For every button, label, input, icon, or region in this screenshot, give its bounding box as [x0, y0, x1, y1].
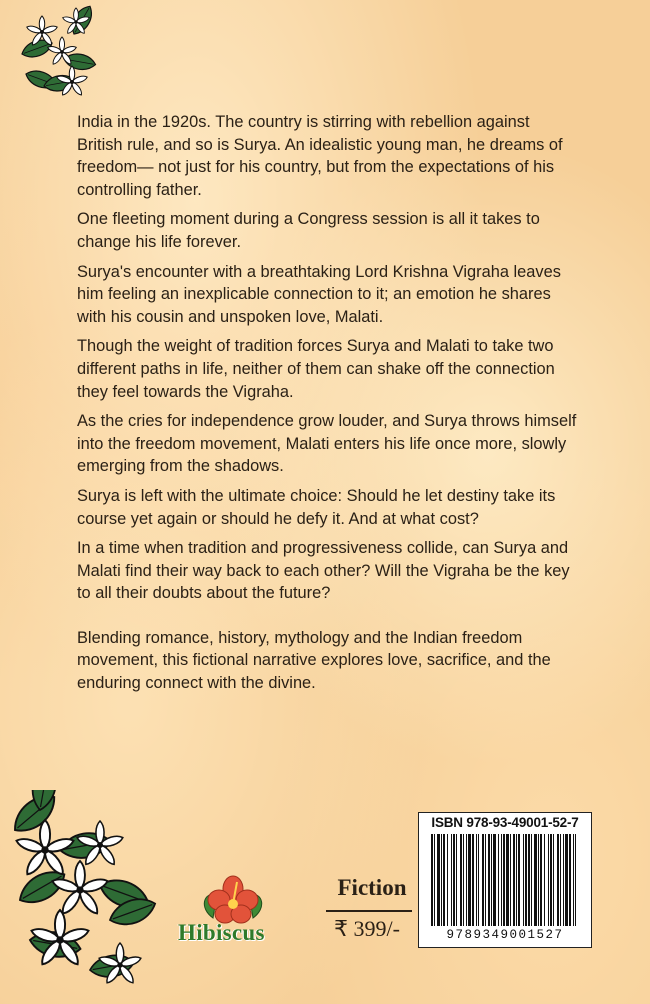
blurb-paragraph: Though the weight of tradition forces Surya and Malati to take two different paths in life, neither of them can shake off the connection they feel towards the Vigraha.: [77, 337, 555, 401]
genre-label: Fiction: [337, 875, 407, 900]
blurb-closing: Blending romance, history, mythology and the Indian freedom movement, this fictional narrative explores love, sacrifice, and the enduring connect with the divine.: [77, 628, 551, 693]
blurb-paragraph: One fleeting moment during a Congress session is all it takes to change his life forever.: [77, 210, 540, 251]
blurb-paragraph: As the cries for independence grow louder, and Surya throws himself into the freedom movement, Malati enters his life once more, slowly emerging from the shadows.: [77, 412, 577, 476]
isbn-label: ISBN 978-93-49001-52-7: [431, 815, 579, 830]
book-blurb: [77, 111, 577, 702]
blurb-paragraph: India in the 1920s. The country is stirring with rebellion against British rule, and so is Surya. An idealistic young man, he dreams of freedom— not just for his country, but from the expectations of his controlling father.: [77, 113, 563, 199]
publisher-name: Hibiscus: [178, 920, 265, 945]
jasmine-flowers-bottom-illustration: [0, 790, 180, 1004]
jasmine-flowers-top-illustration: [14, 4, 114, 104]
blurb-paragraph: Surya's encounter with a breathtaking Lord Krishna Vigraha leaves him feeling an inexplicable connection to it; an emotion he shares with his cousin and unspoken love, Malati.: [77, 262, 561, 326]
divider: [326, 910, 412, 912]
price-label: ₹ 399/-: [334, 916, 400, 941]
blurb-paragraph: In a time when tradition and progressiveness collide, can Surya and Malati find their way back to each other? Will the Vigraha be the key to all their doubts about the future?: [77, 539, 570, 603]
isbn-barcode: [418, 812, 592, 948]
barcode-digits: 9789349001527: [446, 928, 564, 942]
blurb-paragraph: Surya is left with the ultimate choice: Should he let destiny take its course yet again or should he defy it. And at what cost?: [77, 486, 556, 528]
barcode-bars: [429, 834, 581, 928]
